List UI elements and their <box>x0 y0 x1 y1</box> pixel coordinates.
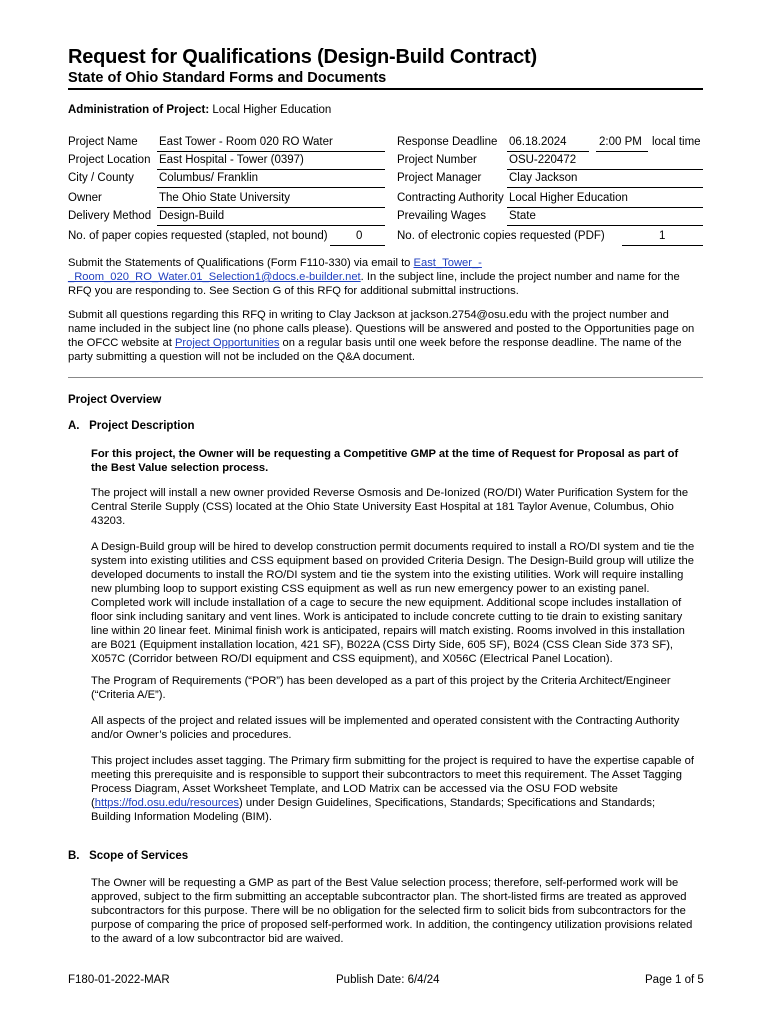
description-paragraph-1 <box>91 486 706 528</box>
paper-copies-label: No. of paper copies requested (stapled, not bound) <box>68 230 328 242</box>
desc2-line-6: floor sink including sanitary and vent lines. Work is anticipated to include concrete cutting to tie drain to existing sanitary <box>91 611 683 623</box>
desc2-line-9: X057C (Corridor between RO/DI equipment and CSS equipment), and X056C (Electrical Panel Location). <box>91 653 613 665</box>
questions-line-3 <box>68 336 708 350</box>
response-deadline-date: 06.18.2024 <box>509 136 567 148</box>
electronic-copies-value: 1 <box>659 230 666 242</box>
city-county-value: Columbus/ Franklin <box>159 172 259 184</box>
description-paragraph-2 <box>91 540 706 666</box>
desc1-line-3: 43203. <box>91 515 126 527</box>
submit-line-3: RFQ you are responding to. See Section G of this RFQ for additional submittal instructions. <box>68 285 519 297</box>
questions-text-3a: the OFCC website at <box>68 337 175 349</box>
desc2-line-1: A Design-Build group will be hired to develop construction permit documents required to install a RO/DI system and tie the <box>91 541 695 553</box>
desc5-line-2: meeting this prerequisite and is responsible to support their subcontractors to meet this requirement. The Asset Tagging <box>91 769 682 781</box>
section-a-heading: A. Project Description <box>68 420 195 432</box>
footer-publish-date: Publish Date: 6/4/24 <box>336 974 440 986</box>
description-paragraph-5 <box>91 754 706 824</box>
desc3-line-1: The Program of Requirements (“POR”) has been developed as a part of this project by the Criteria Architect/Engineer <box>91 675 671 687</box>
scope-line-1: The Owner will be requesting a GMP as part of the Best Value selection process; therefore, self-performed work will be <box>91 877 679 889</box>
project-number-label: Project Number <box>397 154 477 166</box>
scope-line-4: purpose of comparing the price of proposed self-performed work. In addition, the contingency utilization provisions related <box>91 919 693 931</box>
contracting-authority-value: Local Higher Education <box>509 192 628 204</box>
desc5-line-4 <box>91 796 706 810</box>
paper-copies-value: 0 <box>356 230 363 242</box>
owner-value: The Ohio State University <box>159 192 291 204</box>
owner-label: Owner <box>68 192 102 204</box>
desc1-line-1: The project will install a new owner provided Reverse Osmosis and De-Ionized (RO/DI) Water Purification System for the <box>91 487 689 499</box>
admin-value: Local Higher Education <box>212 104 332 116</box>
fod-resources-link[interactable]: https://fod.osu.edu/resources <box>94 797 240 809</box>
electronic-copies-label: No. of electronic copies requested (PDF) <box>397 230 605 242</box>
delivery-method-label: Delivery Method <box>68 210 152 222</box>
desc2-line-2: system into existing utilities and CSS equipment based on provided Criteria Design. The Design-Build group will utilize the <box>91 555 694 567</box>
prevailing-wages-label: Prevailing Wages <box>397 210 487 222</box>
questions-text-3b: on a regular basis until one week before the response deadline. The name of the <box>279 337 682 349</box>
scope-line-3: subcontractors for this purpose. There will be no obligation for the selected firm to solicit bids from subcontractors for the <box>91 905 686 917</box>
page-title: Request for Qualifications (Design-Build Contract) <box>68 46 537 68</box>
page-subtitle: State of Ohio Standard Forms and Documents <box>68 70 387 86</box>
desc2-line-7: line within 20 linear feet. Minimal finish work is anticipated, repairs will match existing. Rooms involved in this installation <box>91 625 685 637</box>
city-county-label: City / County <box>68 172 134 184</box>
desc2-line-8: are B021 (Equipment installation location, 421 SF), B022A (CSS Dirty Side, 605 SF), B024 (CSS Clean Side 373 SF), <box>91 639 674 651</box>
project-manager-value: Clay Jackson <box>509 172 578 184</box>
submit-text-1: Submit the Statements of Qualifications (Form F110-330) via email to <box>68 257 414 269</box>
questions-line-2: name included in the subject line (no phone calls please). Questions will be answered and posted to the Opportunities page on <box>68 323 695 335</box>
desc3-line-2: (“Criteria A/E”). <box>91 689 166 701</box>
questions-line-1: Submit all questions regarding this RFQ in writing to Clay Jackson at jackson.2754@osu.edu with the project number and <box>68 309 669 321</box>
administration-line <box>68 104 331 116</box>
project-name-label: Project Name <box>68 136 138 148</box>
gmp-notice-line-2: the Best Value selection process. <box>91 462 269 474</box>
description-paragraph-4 <box>91 714 706 742</box>
submit-line-2 <box>68 270 708 284</box>
desc4-line-2: and/or Owner’s policies and procedures. <box>91 729 292 741</box>
desc2-line-4: new plumbing loop to support existing CSS equipment as well as run new emergency power to an existing panel. <box>91 583 650 595</box>
project-location-value: East Hospital - Tower (0397) <box>159 154 304 166</box>
questions-line-4: party submitting a question will not be included on the Q&A document. <box>68 351 416 363</box>
response-deadline-time: 2:00 PM <box>599 136 642 148</box>
contracting-authority-label: Contracting Authority <box>397 192 504 204</box>
scope-line-2: approved, subject to the firm submitting an acceptable subcontractor plan. The short-listed firms are treated as approved <box>91 891 687 903</box>
opportunities-link[interactable]: Project Opportunities <box>174 337 280 349</box>
footer-page-number: Page 1 of 5 <box>645 974 704 986</box>
email-link-continued[interactable]: _Room_020_RO_Water.01_Selection1@docs.e-builder.net <box>68 271 361 283</box>
footer-form-id: F180-01-2022-MAR <box>68 974 170 986</box>
desc2-line-5: Completed work will include installation of a cage to secure the new equipment. Additional scope includes installation of <box>91 597 682 609</box>
scope-line-5: to the award of a low subcontractor bid are waived. <box>91 933 344 945</box>
project-manager-label: Project Manager <box>397 172 482 184</box>
project-location-label: Project Location <box>68 154 151 166</box>
desc1-line-2: Central Sterile Supply (CSS) located at the Ohio State University East Hospital at 181 Taylor Avenue, Columbus, Ohio <box>91 501 674 513</box>
prevailing-wages-value: State <box>509 210 536 222</box>
desc5-line-3: Process Diagram, Asset Worksheet Template, and LOD Matrix can be accessed via the OSU FOD website <box>91 783 618 795</box>
desc5-line-4-rest: ) under Design Guidelines, Specifications, Standards; Specifications and Standards; <box>239 797 656 809</box>
desc4-line-1: All aspects of the project and related issues will be implemented and operated consistent with the Contracting Authority <box>91 715 680 727</box>
submit-line-1 <box>68 256 708 270</box>
prevailing-wages-line <box>507 209 703 226</box>
email-link[interactable]: East_Tower_- <box>413 257 482 269</box>
description-paragraph-3 <box>91 674 706 702</box>
admin-label: Administration of Project: <box>68 104 210 116</box>
project-overview-heading: Project Overview <box>68 394 162 406</box>
delivery-method-value: Design-Build <box>159 210 225 222</box>
desc5-line-1: This project includes asset tagging. The Primary firm submitting for the project is required to have the expertise capable of <box>91 755 694 767</box>
section-divider <box>68 377 703 378</box>
submit-text-2: . In the subject line, include the project number and name for the <box>360 271 680 283</box>
response-deadline-label: Response Deadline <box>397 136 498 148</box>
local-time-label: local time <box>652 136 701 148</box>
paren-open: ( <box>91 797 95 809</box>
questions-paragraph <box>68 308 708 364</box>
title-divider <box>68 88 703 90</box>
desc2-line-3: developed documents to install the RO/DI system and tie the system into the existing utilities. Work will require installing <box>91 569 684 581</box>
section-b-heading: B. Scope of Services <box>68 850 189 862</box>
desc5-line-5: Building Information Modeling (BIM). <box>91 811 272 823</box>
project-name-value: East Tower - Room 020 RO Water <box>159 136 333 148</box>
gmp-notice <box>91 447 706 475</box>
project-number-value: OSU-220472 <box>509 154 577 166</box>
scope-paragraph <box>91 876 706 946</box>
gmp-notice-line-1: For this project, the Owner will be requesting a Competitive GMP at the time of Request for Proposal as part of <box>91 448 679 460</box>
submit-paragraph <box>68 256 708 298</box>
